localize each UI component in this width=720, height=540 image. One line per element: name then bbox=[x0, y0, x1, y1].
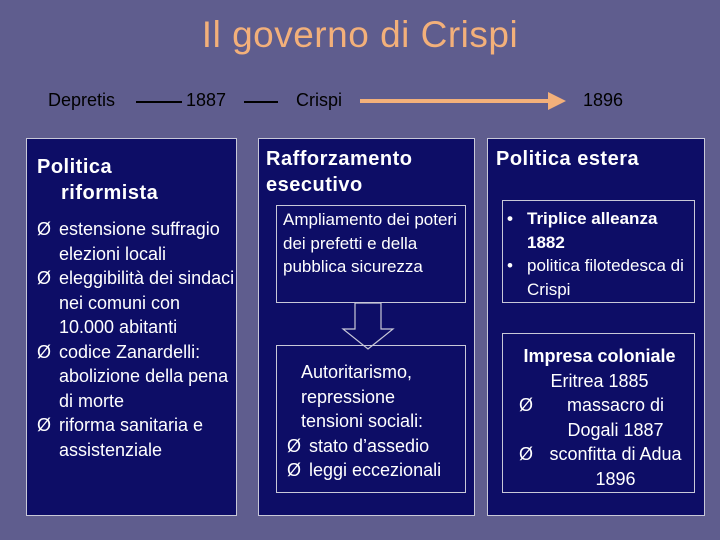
timeline-line-2 bbox=[244, 101, 278, 103]
autoritarismo-list bbox=[287, 434, 463, 483]
arrow-bullet-icon: Ø bbox=[519, 395, 534, 415]
politica-estera-list bbox=[503, 207, 690, 301]
dot-bullet-icon: • bbox=[507, 209, 513, 228]
politica-estera-box bbox=[487, 138, 705, 516]
down-arrow-icon bbox=[341, 303, 395, 351]
arrow-bullet-icon: Ø bbox=[37, 415, 52, 435]
timeline-year-start: 1887 bbox=[186, 90, 227, 110]
list-item: Ø sconfitta di Adua 1896 bbox=[519, 444, 682, 489]
coloniale-list bbox=[509, 393, 690, 491]
impresa-coloniale-box bbox=[502, 333, 695, 493]
timeline-line-1 bbox=[136, 101, 182, 103]
list-item: Ø riforma sanitaria e assistenziale bbox=[37, 415, 204, 460]
autoritarismo-box bbox=[276, 345, 466, 493]
list-item: Ø leggi eccezionali bbox=[287, 458, 463, 483]
rafforzamento-esecutivo-box bbox=[258, 138, 475, 516]
list-item: Ø massacro di Dogali 1887 bbox=[519, 395, 665, 440]
list-item: • politica filotedesca di Crispi bbox=[507, 256, 684, 299]
politica-riformista-box bbox=[26, 138, 237, 516]
timeline-year-end: 1896 bbox=[583, 90, 624, 110]
politica-riformista-heading: Politica riformista bbox=[37, 156, 159, 204]
dot-bullet-icon: • bbox=[507, 256, 513, 275]
timeline-crispi: Crispi bbox=[296, 90, 343, 110]
autoritarismo-text: Autoritarismo, repressione tensioni sociali: bbox=[301, 362, 424, 431]
arrow-bullet-icon: Ø bbox=[287, 435, 302, 456]
politica-estera-heading: Politica estera bbox=[496, 148, 640, 170]
list-item: Ø estensione suffragio elezioni locali bbox=[37, 219, 220, 264]
rafforzamento-esecutivo-heading: Rafforzamento esecutivo bbox=[266, 148, 413, 196]
list-item: Ø stato d’assedio bbox=[287, 434, 463, 459]
arrow-bullet-icon: Ø bbox=[37, 219, 52, 239]
riforme-list bbox=[37, 217, 235, 462]
arrow-bullet-icon: Ø bbox=[37, 268, 52, 288]
list-item: Ø eleggibilità dei sindaci nei comuni con 10.000 abitanti bbox=[37, 268, 235, 337]
page-title: Il governo di Crispi bbox=[201, 14, 519, 55]
eritrea-text: Eritrea 1885 bbox=[550, 370, 649, 391]
arrow-bullet-icon: Ø bbox=[37, 341, 52, 362]
arrow-bullet-icon: Ø bbox=[287, 460, 302, 480]
ampliamento-poteri-box: Ampliamento dei poteri dei prefetti e della pubblica sicurezza bbox=[276, 205, 466, 303]
arrow-bullet-icon: Ø bbox=[519, 444, 534, 464]
triplice-box bbox=[502, 200, 695, 303]
timeline-depretis: Depretis bbox=[48, 90, 116, 110]
list-item: • Triplice alleanza 1882 bbox=[507, 209, 658, 252]
timeline-arrow-icon bbox=[360, 90, 570, 112]
list-item: Ø codice Zanardelli: abolizione della pena di morte bbox=[37, 341, 229, 411]
impresa-coloniale-heading: Impresa coloniale bbox=[523, 346, 676, 366]
